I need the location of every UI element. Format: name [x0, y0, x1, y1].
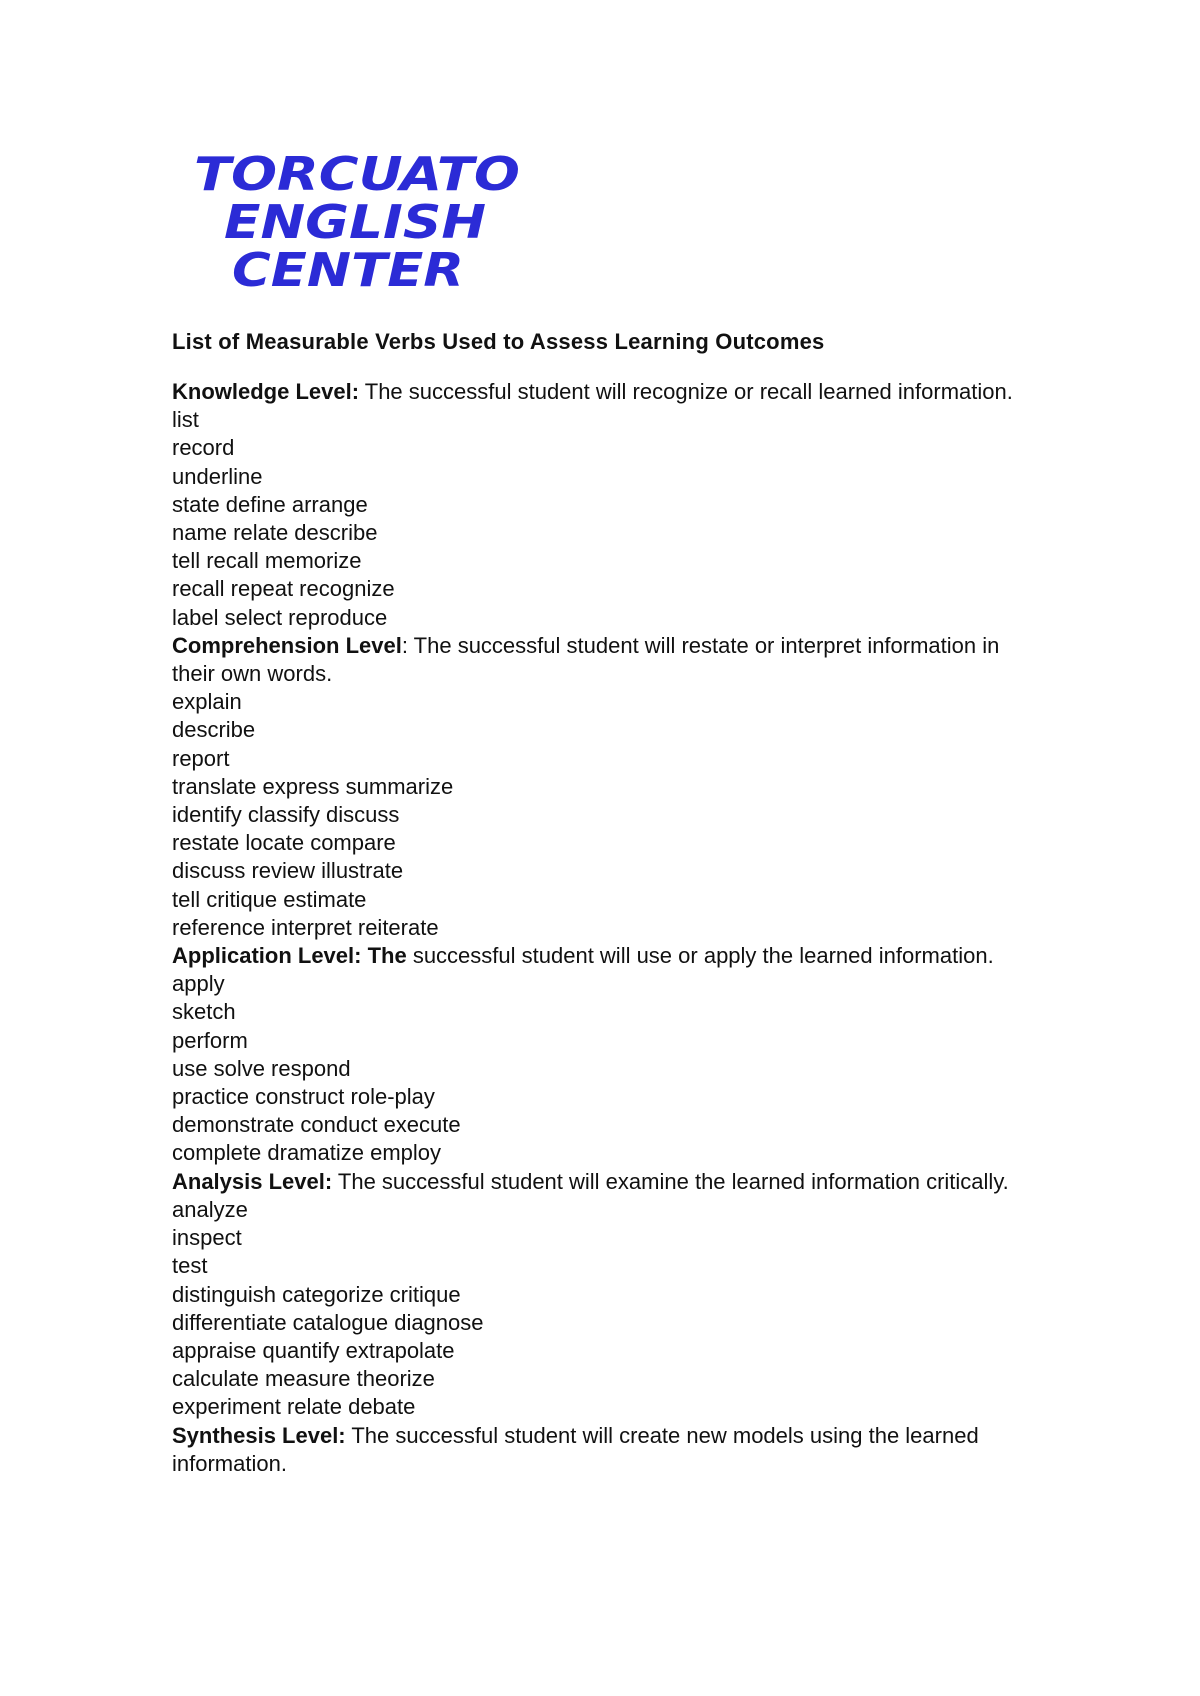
logo-line-2: ENGLISH [224, 195, 486, 249]
level-heading [172, 632, 1032, 688]
verb-list-item: restate locate compare [172, 830, 396, 856]
verb-list-item: list [172, 407, 199, 433]
verb-list-item: state define arrange [172, 491, 368, 517]
level-heading [172, 1168, 1032, 1196]
verb-list-item: analyze [172, 1196, 248, 1222]
verb-list-item: differentiate catalogue diagnose [172, 1309, 484, 1335]
torcuato-english-center-logo [190, 148, 530, 298]
document-title: List of Measurable Verbs Used to Assess Learning Outcomes [172, 329, 825, 354]
verb-list-item: perform [172, 1027, 248, 1053]
document-body [172, 322, 1032, 1478]
level-name: Synthesis Level: [172, 1422, 346, 1448]
verb-list-item: record [172, 435, 235, 461]
verb-list-item: test [172, 1253, 208, 1279]
verb-list-item: label select reproduce [172, 604, 388, 630]
verb-list-item: recall repeat recognize [172, 576, 395, 602]
level-heading [172, 1422, 1032, 1478]
verb-list-item: tell critique estimate [172, 886, 367, 912]
verb-list-item: apply [172, 971, 225, 997]
level-section [172, 378, 1032, 632]
verb-list-item: distinguish categorize critique [172, 1281, 461, 1307]
verb-list-item: identify classify discuss [172, 802, 400, 828]
level-section [172, 1168, 1032, 1422]
verb-list-item: reference interpret reiterate [172, 914, 439, 940]
level-name: Knowledge Level: [172, 379, 360, 404]
level-description: : The successful student will restate or interpret information in their own words. [172, 632, 1000, 687]
level-section [172, 1422, 1032, 1478]
level-description: The successful student will examine the learned information critically. [332, 1168, 1009, 1194]
logo-line-1: TORCUATO [194, 148, 520, 201]
level-section [172, 632, 1032, 942]
verb-list-item: tell recall memorize [172, 548, 362, 574]
level-description: The successful student will recognize or recall learned information. [359, 379, 1013, 404]
verb-list-item: translate express summarize [172, 773, 454, 799]
verb-list-item: experiment relate debate [172, 1394, 416, 1420]
verb-list-item: calculate measure theorize [172, 1366, 435, 1392]
verb-list-item: describe [172, 717, 256, 743]
level-heading [172, 378, 1032, 406]
level-name: Analysis Level: [172, 1168, 333, 1194]
verb-list-item: report [172, 745, 230, 771]
verb-list-item: explain [172, 689, 242, 715]
verb-list-item: inspect [172, 1225, 242, 1251]
verb-list-item: sketch [172, 999, 236, 1025]
level-name: Comprehension Level [172, 632, 402, 658]
verb-list-item: practice construct role-play [172, 1084, 435, 1110]
verb-list-item: name relate describe [172, 520, 378, 546]
verb-list-item: discuss review illustrate [172, 858, 404, 884]
verb-list-item: appraise quantify extrapolate [172, 1337, 455, 1363]
level-section [172, 942, 1032, 1168]
verb-list-item: demonstrate conduct execute [172, 1112, 461, 1138]
level-description: successful student will use or apply the learned information. [406, 943, 994, 969]
verb-list-item: complete dramatize employ [172, 1140, 442, 1166]
logo-line-3: CENTER [232, 243, 464, 297]
verb-list-item: use solve respond [172, 1055, 351, 1081]
verb-list-item: underline [172, 463, 263, 489]
level-description: The successful student will create new models using the learned information. [172, 1422, 979, 1476]
level-name: Application Level: The [172, 943, 407, 969]
levels-list [172, 378, 1032, 1478]
level-heading [172, 942, 1032, 970]
